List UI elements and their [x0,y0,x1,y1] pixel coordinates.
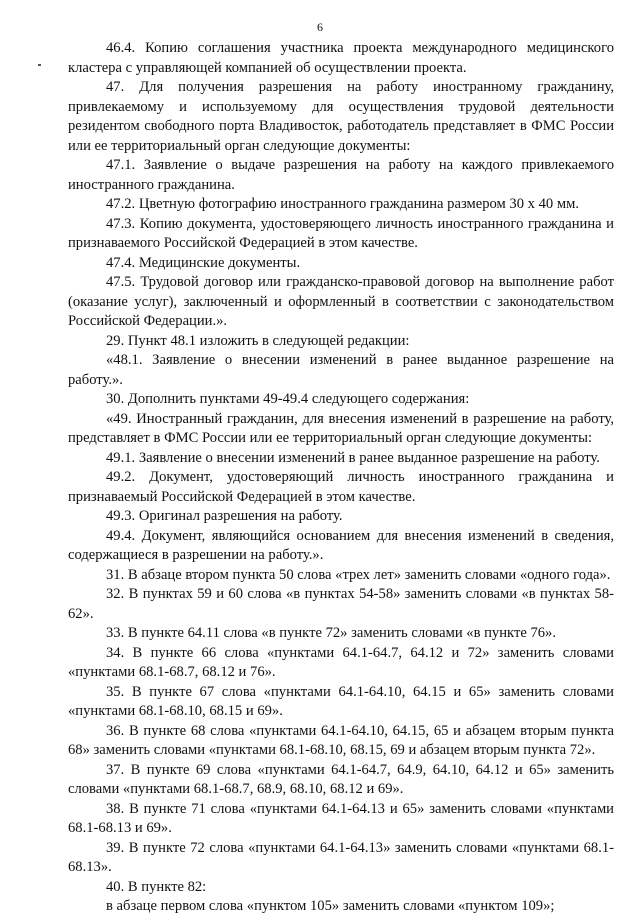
scan-mark [38,64,41,66]
paragraph-49-1: 49.1. Заявление о внесении изменений в ранее выданное разрешение на работу. [106,449,600,466]
paragraph-32: 32. В пунктах 59 и 60 слова «в пунктах 54-58» заменить словами «в пунктах 58-62». [68,586,614,622]
paragraph-39: 39. В пункте 72 слова «пунктами 64.1-64.13» заменить словами «пунктами 68.1-68.13». [68,839,614,875]
paragraph-37: 37. В пункте 69 слова «пунктами 64.1-64.7, 64.9, 64.10, 64.12 и 65» заменить словами «пунктами 68.1-68.7, 68.9, 68.10, 68.12 и 69». [68,761,614,797]
paragraph-34: 34. В пункте 66 слова «пунктами 64.1-64.7, 64.12 и 72» заменить словами «пунктами 68.1-68.7, 68.12 и 76». [68,644,614,680]
paragraph-29: 29. Пункт 48.1 изложить в следующей редакции: [106,332,410,349]
paragraph-46-4: 46.4. Копию соглашения участника проекта международного медицинского кластера с управляющей компанией об осуществлении проекта. [68,40,614,76]
paragraph-48-1: «48.1. Заявление о внесении изменений в ранее выданное разрешение на работу.». [68,352,614,388]
paragraph-49-2: 49.2. Документ, удостоверяющий личность иностранного гражданина и признаваемый Российской Федерацией в этом качестве. [68,469,614,505]
paragraph-40-first-abzac: в абзаце первом слова «пунктом 105» заменить словами «пунктом 109»; [106,898,555,914]
paragraph-49-3: 49.3. Оригинал разрешения на работу. [106,508,343,524]
paragraph-49: «49. Иностранный гражданин, для внесения изменений в разрешение на работу, представляет в ФМС России или ее территориальный орган следующие документы: [68,410,614,446]
paragraph-47-1: 47.1. Заявление о выдаче разрешения на работу на каждого привлекаемого иностранного гражданина. [68,157,614,193]
paragraph-47: 47. Для получения разрешения на работу иностранному гражданину, привлекаемому и используемому для осуществления трудовой деятельности резидентом свободного порта Владивосток, работодатель представляет в ФМС России или ее территориальный орган следующие документы: [68,79,614,154]
paragraph-33: 33. В пункте 64.11 слова «в пункте 72» заменить словами «в пункте 76». [106,625,556,641]
page-number: 6 [317,20,323,34]
paragraph-47-2: 47.2. Цветную фотографию иностранного гражданина размером 30 х 40 мм. [106,196,579,212]
paragraph-31: 31. В абзаце втором пункта 50 слова «трех лет» заменить словами «одного года». [106,566,611,583]
paragraph-47-3: 47.3. Копию документа, удостоверяющего личность иностранного гражданина и признаваемого Российской Федерацией в этом качестве. [68,215,614,251]
document-body [68,39,614,917]
paragraph-38: 38. В пункте 71 слова «пунктами 64.1-64.13 и 65» заменить словами «пунктами 68.1-68.13 и 69». [68,800,614,836]
paragraph-30: 30. Дополнить пунктами 49-49.4 следующего содержания: [106,391,470,407]
paragraph-49-4: 49.4. Документ, являющийся основанием для внесения изменений в сведения, содержащиеся в разрешении на работу.». [68,527,614,563]
paragraph-40: 40. В пункте 82: [106,878,207,895]
paragraph-35: 35. В пункте 67 слова «пунктами 64.1-64.10, 64.15 и 65» заменить словами «пунктами 68.1-68.10, 68.15 и 69». [68,683,614,719]
paragraph-36: 36. В пункте 68 слова «пунктами 64.1-64.10, 64.15, 65 и абзацем вторым пункта 68» заменить словами «пунктами 68.1-68.10, 68.15, 69 и абзацем вторым пункта 72». [68,722,614,758]
paragraph-47-4: 47.4. Медицинские документы. [106,254,301,271]
paragraph-47-5: 47.5. Трудовой договор или гражданско-правовой договор на выполнение работ (оказание услуг), заключенный и оформленный в соответствии с законодательством Российской Федерации.». [68,274,614,329]
